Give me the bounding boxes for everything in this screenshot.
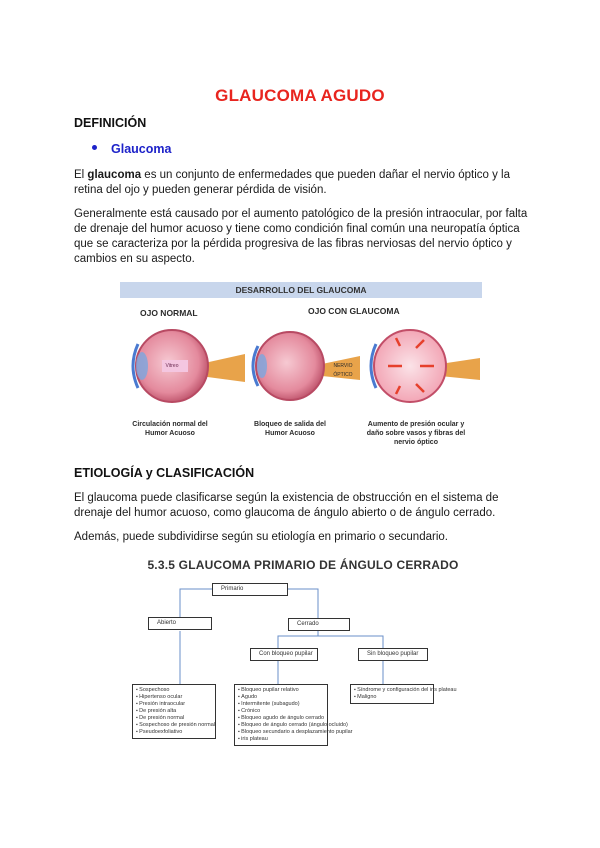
list-with-block	[234, 684, 353, 746]
list-item: ▪ Crónico	[238, 708, 324, 715]
list-without-block	[350, 684, 457, 704]
glaucoma-eye	[371, 330, 480, 402]
list-item: ▪ De presión normal	[136, 715, 212, 722]
node-sin-bloqueo: Sin bloqueo pupilar	[358, 648, 428, 661]
diagram-title: 5.3.5 GLAUCOMA PRIMARIO DE ÁNGULO CERRADO	[147, 558, 459, 572]
nervio-label: NERVIO ÓPTICO	[333, 363, 353, 378]
list-item: ▪ Intermitente (subagudo)	[238, 701, 324, 708]
list-item: ▪ Síndrome y configuración del iris plateau	[354, 687, 430, 694]
caption-blocked: Bloqueo de salida del Humor Acuoso	[254, 421, 326, 437]
list-open-angle	[132, 684, 216, 739]
p1-prefix: El	[74, 169, 88, 181]
list-item: ▪ Sospechoso	[136, 687, 212, 694]
list-item: ▪ Presión intraocular	[136, 701, 212, 708]
etiology-heading: ETIOLOGÍA y CLASIFICACIÓN	[74, 466, 255, 480]
bullet-dot	[92, 145, 97, 150]
p1-bold: glaucoma	[87, 169, 142, 181]
list-item: ▪ De presión alta	[136, 708, 212, 715]
normal-eye	[133, 330, 245, 402]
list-item: ▪ Hipertenso ocular	[136, 694, 212, 701]
vitreo-label: Vitreo	[165, 363, 179, 369]
etiology-paragraph-1: El glaucoma puede clasificarse según la existencia de obstrucción en el sistema de drenaje del humor acuoso, como glaucoma de ángulo abierto o de ángulo cerrado.	[74, 492, 499, 519]
definition-paragraph-1	[74, 168, 534, 198]
glaucoma-bullet	[92, 142, 171, 156]
page-title: GLAUCOMA AGUDO	[215, 86, 385, 105]
list-item: ▪ Agudo	[238, 694, 324, 701]
glaucoma-development-figure	[120, 282, 482, 454]
list-item: ▪ Pseudoexfoliativo	[136, 729, 212, 736]
definition-paragraph-2: Generalmente está causado por el aumento patológico de la presión intraocular, por falta de drenaje del humor acuoso y tiene como condición final común una neuropatía óptica que se caracteriza por la pérdida progresiva de las fibras nerviosas del nervio óptico y cambios en su aspecto.	[74, 208, 528, 265]
node-cerrado: Cerrado	[288, 618, 350, 631]
list-item: ▪ Maligno	[354, 694, 430, 701]
bullet-text: Glaucoma	[111, 142, 172, 156]
caption-glaucoma: Aumento de presión ocular y daño sobre vasos y fibras del nervio óptico	[366, 421, 466, 446]
label-normal-eye: OJO NORMAL	[140, 308, 198, 318]
list-item: ▪ Bloqueo agudo de ángulo cerrado	[238, 715, 324, 722]
list-item: ▪ iris plateau	[238, 736, 324, 743]
list-item: ▪ Sospechoso de presión normal	[136, 722, 212, 729]
node-primario: Primario	[212, 583, 288, 596]
list-item: ▪ Bloqueo de ángulo cerrado (ángulo ocluido)	[238, 722, 324, 729]
node-con-bloqueo: Con bloqueo pupilar	[250, 648, 318, 661]
p1-rest: es un conjunto de enfermedades que pueden dañar el nervio óptico y la retina del ojo y pueden generar pérdida de visión.	[74, 169, 511, 196]
caption-normal: Circulación normal del Humor Acuoso	[132, 421, 208, 437]
definition-heading: DEFINICIÓN	[74, 116, 147, 130]
list-item: ▪ Bloqueo pupilar relativo	[238, 687, 324, 694]
etiology-paragraph-2: Además, puede subdividirse según su etiología en primario o secundario.	[74, 531, 448, 543]
node-abierto: Abierto	[148, 617, 212, 630]
list-item: ▪ Bloqueo secundario a desplazamiento pupilar	[238, 729, 324, 736]
label-glaucoma-eye: OJO CON GLAUCOMA	[308, 306, 400, 316]
figure-banner: DESARROLLO DEL GLAUCOMA	[120, 282, 482, 298]
classification-diagram	[128, 552, 478, 772]
